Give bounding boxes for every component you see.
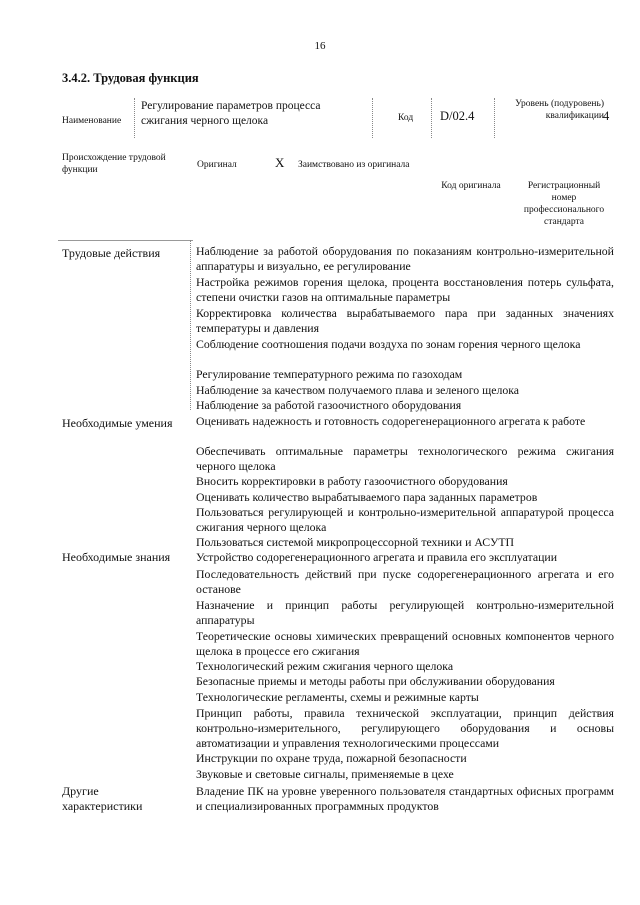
section-title-knowledge: Необходимые знания bbox=[62, 550, 171, 564]
divider bbox=[431, 98, 432, 138]
list-item: Наблюдение за работой газоочистного оборудования bbox=[196, 398, 462, 412]
list-item: Назначение и принцип работы регулирующей контрольно-измерительной аппаратуры bbox=[196, 598, 614, 628]
list-item: Обеспечивать оптимальные параметры технологического режима сжигания черного щелока bbox=[196, 444, 614, 474]
name-value: Регулирование параметров процесса сжигания черного щелока bbox=[141, 100, 321, 127]
level-label: Уровень (подуровень) квалификации bbox=[515, 99, 604, 121]
table-rule bbox=[58, 240, 193, 241]
list-item: Пользоваться регулирующей и контрольно-измерительной аппаратурой процесса сжигания черного щелока bbox=[196, 505, 614, 535]
list-item: Вносить корректировки в работу газоочистного оборудования bbox=[196, 474, 508, 488]
section-title-skills: Необходимые умения bbox=[62, 416, 173, 430]
list-item: Наблюдение за работой оборудования по показаниям контрольно-измерительной аппаратуры и визуально, ее регулирование bbox=[196, 244, 614, 274]
divider bbox=[494, 98, 495, 138]
code-value: D/02.4 bbox=[440, 109, 475, 123]
list-item: Инструкции по охране труда, пожарной безопасности bbox=[196, 751, 467, 765]
borrowed-label: Заимствовано из оригинала bbox=[298, 160, 410, 170]
list-item: Владение ПК на уровне уверенного пользователя стандартных офисных программ и специализированных программных продуктов bbox=[196, 784, 614, 814]
list-item: Наблюдение за качеством получаемого плава и зеленого щелока bbox=[196, 383, 520, 397]
section-title: 3.4.2. Трудовая функция bbox=[62, 71, 199, 85]
section-title-labor-actions: Трудовые действия bbox=[62, 246, 161, 260]
list-item: Оценивать количество вырабатываемого пара заданных параметров bbox=[196, 490, 538, 504]
list-item: Устройство содорегенерационного агрегата и правила его эксплуатации bbox=[196, 550, 558, 564]
list-item: Технологические регламенты, схемы и режимные карты bbox=[196, 690, 479, 704]
origin-label: Происхождение трудовой функции bbox=[62, 153, 166, 175]
code-label: Код bbox=[398, 113, 414, 123]
page-number: 16 bbox=[314, 40, 326, 52]
list-item: Последовательность действий при пуске содорегенерационного агрегата и его останове bbox=[196, 567, 614, 597]
name-label: Наименование bbox=[62, 116, 122, 126]
original-label: Оригинал bbox=[197, 160, 237, 170]
list-item: Принцип работы, правила технической эксплуатации, принцип действия контрольно-измерительного, регулирующего оборудования и основы автоматизации и управления технологическими процессами bbox=[196, 706, 614, 751]
list-item: Звуковые и световые сигналы, применяемые в цехе bbox=[196, 767, 454, 781]
list-item: Технологический режим сжигания черного щелока bbox=[196, 659, 454, 673]
list-item: Настройка режимов горения щелока, процента восстановления потерь сульфата, степени очистки газов на оптимальные параметры bbox=[196, 275, 614, 305]
section-title-other: Другие характеристики bbox=[62, 784, 143, 813]
list-item: Регулирование температурного режима по газоходам bbox=[196, 367, 463, 381]
table-divider bbox=[190, 240, 191, 410]
list-item: Пользоваться системой микропроцессорной техники и АСУТП bbox=[196, 535, 515, 549]
reg-number-label: Регистрационный номер профессионального стандарта bbox=[523, 181, 605, 227]
list-item: Соблюдение соотношения подачи воздуха по зонам горения черного щелока bbox=[196, 337, 581, 351]
divider bbox=[372, 98, 373, 138]
origin-mark: X bbox=[275, 155, 285, 170]
divider bbox=[134, 98, 135, 138]
list-item: Корректировка количества вырабатываемого пара при заданных значениях температуры и давления bbox=[196, 306, 614, 336]
list-item: Безопасные приемы и методы работы при обслуживании оборудования bbox=[196, 674, 555, 688]
code-original-label: Код оригинала bbox=[441, 181, 501, 191]
list-item: Оценивать надежность и готовность содорегенерационного агрегата к работе bbox=[196, 414, 586, 428]
list-item: Теоретические основы химических превращений основных компонентов черного щелока в процессе его сжигания bbox=[196, 629, 614, 659]
level-value: 4 bbox=[603, 109, 610, 123]
